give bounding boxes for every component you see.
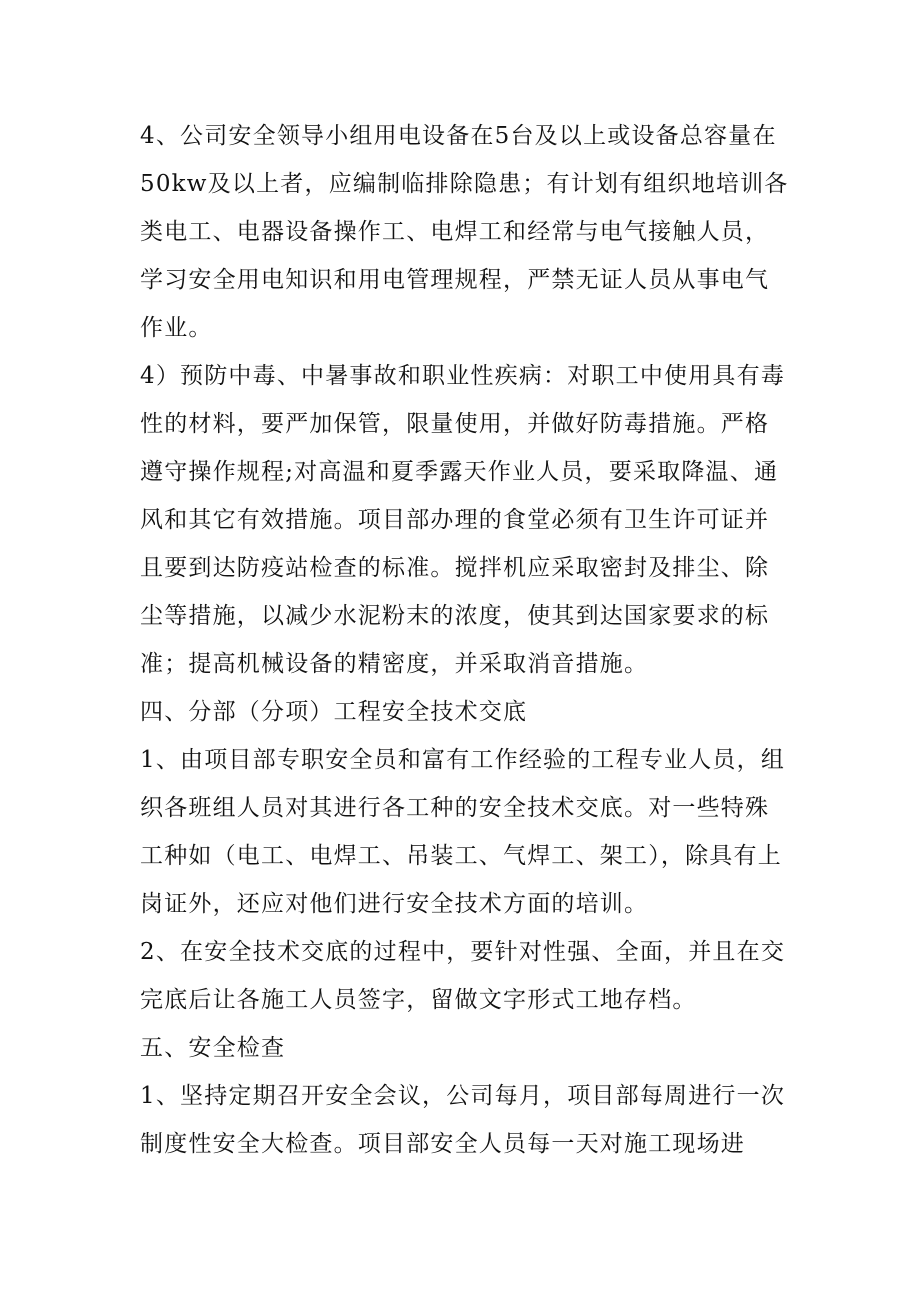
section-heading-technical-briefing: 四、分部（分项）工程安全技术交底 <box>140 699 528 725</box>
paragraph-briefing-staff: 1、由项目部专职安全员和富有工作经验的工程专业人员，组织各班组人员对其进行各工种的安全技术交底。对一些特殊工种如（电工、电焊工、吊装工、气焊工、架工），除具有上岗证外，还应对他们进行安全技术方面的培训。 <box>140 747 786 917</box>
section-heading-safety-inspection: 五、安全检查 <box>140 1035 286 1061</box>
document-body <box>140 112 790 1168</box>
paragraph-electrical-safety: 4、公司安全领导小组用电设备在5台及以上或设备总容量在50kw及以上者，应编制临排除隐患；有计划有组织地培训各类电工、电器设备操作工、电焊工和经常与电气接触人员，学习安全用电知识和用电管理规程，严禁无证人员从事电气作业。 <box>140 123 789 341</box>
paragraph-poisoning-prevention: 4）预防中毒、中暑事故和职业性疾病：对职工中使用具有毒性的材料，要严加保管，限量使用，并做好防毒措施。严格遵守操作规程;对高温和夏季露天作业人员，要采取降温、通风和其它有效措施。项目部办理的食堂必须有卫生许可证并且要到达防疫站检查的标准。搅拌机应采取密封及排尘、除尘等措施，以减少水泥粉末的浓度，使其到达国家要求的标准；提高机械设备的精密度，并采取消音措施。 <box>140 363 786 677</box>
paragraph-briefing-signature: 2、在安全技术交底的过程中，要针对性强、全面，并且在交完底后让各施工人员签字，留做文字形式工地存档。 <box>140 939 786 1013</box>
paragraph-safety-meetings: 1、坚持定期召开安全会议，公司每月，项目部每周进行一次制度性安全大检查。项目部安全人员每一天对施工现场进 <box>140 1083 786 1157</box>
